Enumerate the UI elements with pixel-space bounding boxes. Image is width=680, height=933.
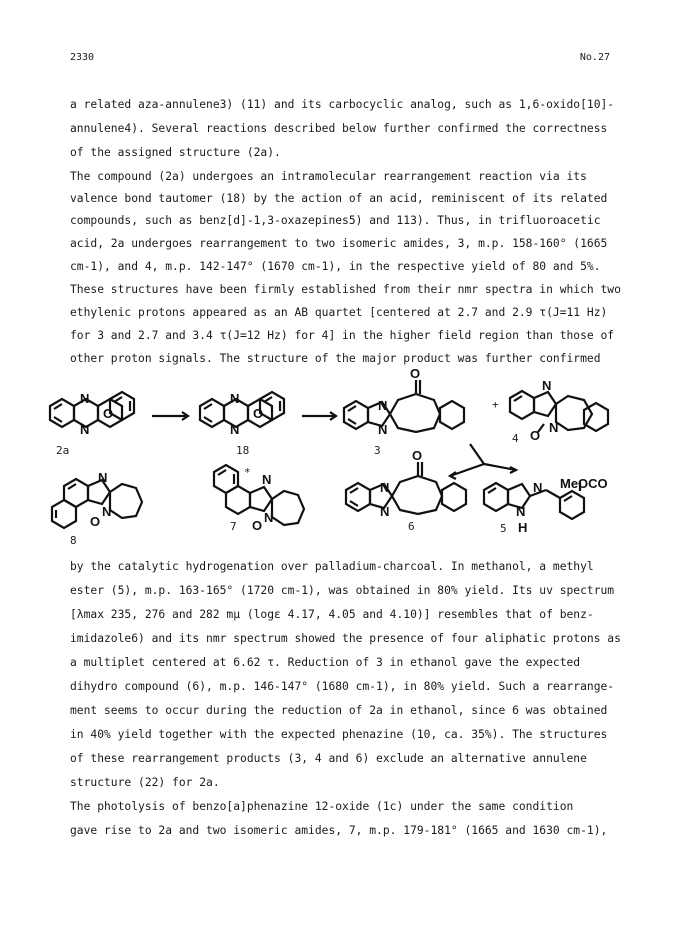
star-marker: * <box>244 466 251 479</box>
atom-label: N <box>264 510 274 525</box>
text-line: valence bond tautomer (18) by the action of an acid, reminiscent of its related <box>70 192 608 205</box>
compound-3-structure <box>344 380 464 432</box>
compound-label: 7 <box>230 520 237 533</box>
text-line: of the assigned structure (2a). <box>70 146 281 159</box>
atom-label: N <box>80 422 90 437</box>
atom-label: N <box>102 504 112 519</box>
text-line: for 3 and 2.7 and 3.4 τ(J=12 Hz) for 4] in the higher field region than those of <box>70 329 615 342</box>
text-line: a related aza-annulene3) (11) and its carbocyclic analog, such as 1,6-oxido[10]- <box>70 98 615 111</box>
text-line: a multiplet centered at 6.62 τ. Reduction of 3 in ethanol gave the expected <box>70 656 581 669</box>
page-number: 2330 <box>70 52 95 63</box>
reaction-arrow <box>470 444 484 464</box>
atom-label: O <box>412 448 423 463</box>
text-line: of these rearrangement products (3, 4 and 6) exclude an alternative annulene <box>70 752 587 765</box>
text-line: acid, 2a undergoes rearrangement to two isomeric amides, 3, m.p. 158-160° (1665 <box>70 237 608 250</box>
atom-label: N <box>380 480 390 495</box>
atom-label: O <box>530 428 541 443</box>
text-line: in 40% yield together with the expected phenazine (10, ca. 35%). The structures <box>70 728 608 741</box>
text-line: by the catalytic hydrogenation over palladium-charcoal. In methanol, a methyl <box>70 560 594 573</box>
text-line: The photolysis of benzo[a]phenazine 12-oxide (1c) under the same condition <box>70 800 574 813</box>
atom-label: N <box>80 391 90 406</box>
atom-label: N <box>542 378 552 393</box>
compound-4-structure <box>510 391 608 432</box>
compound-label: 18 <box>236 444 250 457</box>
compound-label: 5 <box>500 522 507 535</box>
atom-label: N <box>230 422 240 437</box>
journal-issue: No.27 <box>579 52 610 63</box>
text-line: [λmax 235, 276 and 282 mμ (logε 4.17, 4.05 and 4.10)] resembles that of benz- <box>70 608 594 621</box>
text-line: ment seems to occur during the reduction of 2a in ethanol, since 6 was obtained <box>70 704 608 717</box>
text-line: compounds, such as benz[d]-1,3-oxazepines5) and 113). Thus, in trifluoroacetic <box>70 214 601 227</box>
text-line: annulene4). Several reactions described below further confirmed the correctness <box>70 122 608 135</box>
plus-sign: + <box>492 398 499 411</box>
atom-label: N <box>380 504 390 519</box>
text-line: imidazole6) and its nmr spectrum showed the presence of four aliphatic protons as <box>70 632 621 645</box>
atom-label: N <box>533 480 543 495</box>
text-line: dihydro compound (6), m.p. 146-147° (1680 cm-1), in 80% yield. Such a rearrange- <box>70 680 615 693</box>
text-line: ethylenic protons appeared as an AB quartet [centered at 2.7 and 2.9 τ(J=11 Hz) <box>70 306 608 319</box>
atom-label: N <box>262 472 272 487</box>
atom-label: O <box>410 366 421 381</box>
atom-label: O <box>103 406 114 421</box>
text-line: other proton signals. The structure of the major product was further confirmed <box>70 352 601 365</box>
compound-6-structure <box>346 462 466 514</box>
compound-label: 6 <box>408 520 415 533</box>
ester-group-label: MeOCO <box>560 476 608 491</box>
text-line: gave rise to 2a and two isomeric amides, 7, m.p. 179-181° (1665 and 1630 cm-1), <box>70 824 608 837</box>
atom-label: H <box>518 520 528 535</box>
compound-label: 4 <box>512 432 519 445</box>
compound-2a-structure <box>50 392 134 427</box>
compound-7-structure <box>214 465 304 525</box>
text-line: ester (5), m.p. 163-165° (1720 cm-1), was obtained in 80% yield. Its uv spectrum <box>70 584 615 597</box>
atom-label: N <box>378 422 388 437</box>
compound-label: 2a <box>56 444 70 457</box>
text-line: structure (22) for 2a. <box>70 776 220 789</box>
atom-label: N <box>549 420 559 435</box>
compound-label: 8 <box>70 534 77 546</box>
atom-label: N <box>230 391 240 406</box>
atom-label: O <box>253 406 264 421</box>
compound-label: 3 <box>374 444 381 457</box>
text-line: The compound (2a) undergoes an intramolecular rearrangement reaction via its <box>70 170 587 183</box>
atom-label: N <box>98 470 108 485</box>
reaction-scheme <box>40 366 640 546</box>
text-line: These structures have been firmly established from their nmr spectra in which two <box>70 283 621 296</box>
compound-18-structure <box>200 392 284 427</box>
atom-label: N <box>516 504 526 519</box>
atom-label: O <box>90 514 101 529</box>
atom-label: N <box>378 398 388 413</box>
atom-label: O <box>252 518 263 533</box>
text-line: cm-1), and 4, m.p. 142-147° (1670 cm-1), in the respective yield of 80 and 5%. <box>70 260 601 273</box>
